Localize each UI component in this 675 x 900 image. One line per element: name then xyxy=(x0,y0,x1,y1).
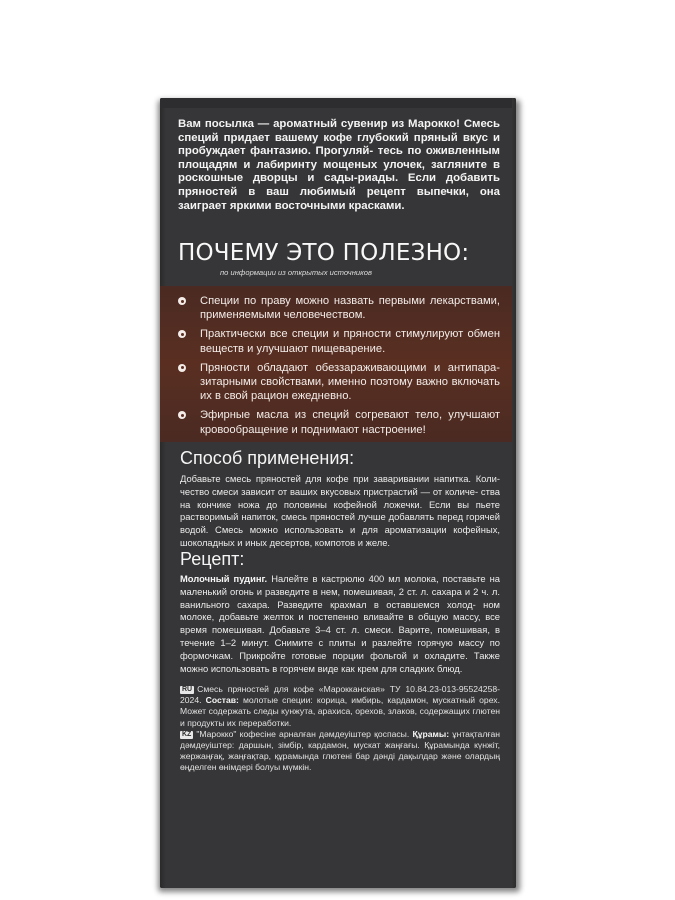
benefit-item xyxy=(176,361,500,404)
intro-text: Вам посылка — ароматный сувенир из Марокко! Смесь специй придает вашему кофе глубокий пряный вкус и пробуждает фантазию. Прогуляй- тесь по оживленным площадям и лабиринту мощеных улочек, загляните в роскошные дворцы и сады-риады. Если добавить пряностей в ваш любимый рецепт выпечки, она заиграет яркими восточными красками. xyxy=(178,118,500,212)
benefit-text: Пряности обладают обеззараживающими и антипара- зитарными свойствами, именно поэтому важно включать их в свой рацион ежедневно. xyxy=(200,361,500,403)
intro-paragraph xyxy=(178,118,500,213)
benefit-item xyxy=(176,294,500,322)
label-kz xyxy=(180,729,500,774)
benefit-item xyxy=(176,327,500,355)
recipe-name: Молочный пудинг. xyxy=(180,573,268,584)
method-title: Способ применения: xyxy=(180,448,355,468)
product-labels xyxy=(180,684,500,774)
spice-box-back xyxy=(160,98,516,888)
ru-composition-label: Состав: xyxy=(205,695,239,706)
benefits-subtitle: по информации из открытых источников xyxy=(220,268,372,277)
bullet-icon xyxy=(178,330,186,338)
label-ru xyxy=(180,684,500,729)
bullet-icon xyxy=(178,411,186,419)
ru-lead: Смесь пряностей для кофе «Марокканская» xyxy=(197,684,385,694)
kz-composition-label: Құрамы: xyxy=(412,728,450,739)
benefit-text: Эфирные масла из специй согревают тело, улучшают кровообращение и поднимают настроение! xyxy=(200,409,500,436)
box-lid xyxy=(160,98,516,108)
benefit-item xyxy=(176,408,500,436)
recipe-text: Налейте в кастрюлю 400 мл молока, поставьте на маленький огонь и разведите в нем, помешивая, 2 ст. л. сахара и 2 ч. л. ванильного сахара. Разведите крахмал в оставшемся холод- ном молоке, добавьте желток и постепенно вливайте в общую массу, все время помешивая. Добавьте 3–4 ст. л. смеси. Варите, помешивая, в течение 1–2 минут. Снимите с плиты и разлейте горячую массу по формочкам. Прикройте готовые порции фольгой и охладите. Также можно использовать в горячем виде как крем для сладких блюд. xyxy=(180,573,501,674)
kz-composition: ұнтақталған дәмдеуіштер: даршын, зімбір, кардамон, мускат жаңғағы. Құрамында күнжіт, жержаңғақ, жаңғақтар, құрамында глютені бар дәнді дақылдар және олардың өңделген өнімдері болуы мүмкін. xyxy=(180,728,500,773)
ru-composition: молотые специи: корица, имбирь, кардамон, мускатный орех. Может содержать следы кунжута, арахиса, орехов, злаков, содержащих глютен и продукты их переработки. xyxy=(180,695,500,728)
method-section xyxy=(180,473,500,550)
benefits-list xyxy=(176,294,500,442)
benefit-text: Специи по праву можно назвать первыми лекарствами, применяемыми человечеством. xyxy=(200,295,500,322)
recipe-section xyxy=(180,573,500,675)
ru-tu: ТУ 10.84.23-013-95524258-2024. xyxy=(180,684,501,706)
bullet-icon xyxy=(178,364,186,372)
kz-lead: "Марокко" кофесіне арналған дәмдеуіштер қоспасы. xyxy=(196,728,410,739)
benefits-title: ПОЧЕМУ ЭТО ПОЛЕЗНО: xyxy=(178,240,470,266)
recipe-title: Рецепт: xyxy=(180,549,245,569)
benefit-text: Практически все специи и пряности стимулируют обмен веществ и улучшают пищеварение. xyxy=(200,328,500,355)
bullet-icon xyxy=(178,297,186,305)
ru-badge: RU xyxy=(182,686,193,693)
kz-badge: KZ xyxy=(182,730,192,738)
method-text: Добавьте смесь пряностей для кофе при заваривании напитка. Коли- чество смеси зависит от ваших вкусовых пристрастий — от количе- ства на кончике ножа до половины кофейной ложечки. Если вы пьете растворимый напиток, смесь пряностей лучше добавлять перед горячей водой. Смесь можно использовать и для ароматизации кофейных, шоколадных и иных десертов, компотов и желе. xyxy=(180,473,500,548)
